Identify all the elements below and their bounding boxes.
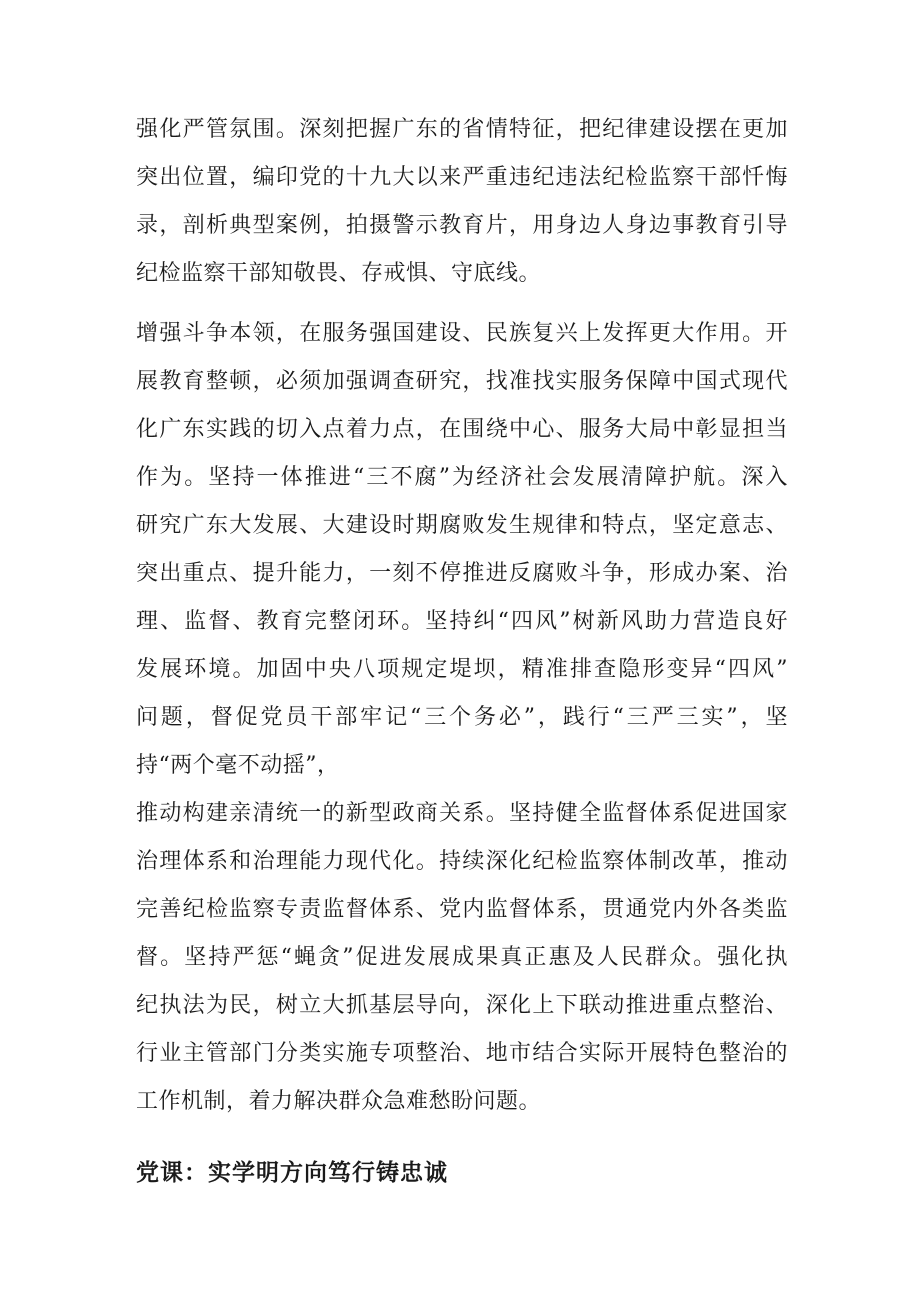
paragraph-line: 突出重点、提升能力，一刻不停推进反腐败斗争，形成办案、治	[136, 561, 788, 586]
paragraph-line: 理、监督、教育完整闭环。坚持纠“四风”树新风助力营造良好	[136, 609, 788, 634]
paragraph-line: 强化严管氛围。深刻把握广东的省情特征，把纪律建设摆在更加	[136, 117, 788, 142]
paragraph-line: 作为。坚持一体推进“三不腐”为经济社会发展清障护航。深入	[136, 465, 788, 490]
paragraph-line: 突出位置，编印党的十九大以来严重违纪违法纪检监察干部忏悔	[136, 165, 788, 190]
paragraph-line: 完善纪检监察专责监督体系、党内监督体系，贯通党内外各类监	[136, 897, 788, 922]
paragraph-line: 督。坚持严惩“蝇贪”促进发展成果真正惠及人民群众。强化执	[136, 945, 788, 970]
section-heading: 党课：实学明方向笃行铸忠诚	[136, 1159, 448, 1186]
paragraph-line: 化广东实践的切入点着力点，在围绕中心、服务大局中彰显担当	[136, 417, 788, 442]
paragraph-line: 纪执法为民，树立大抓基层导向，深化上下联动推进重点整治、	[136, 993, 788, 1018]
paragraph-line: 治理体系和治理能力现代化。持续深化纪检监察体制改革，推动	[136, 849, 788, 874]
paragraph-line: 增强斗争本领，在服务强国建设、民族复兴上发挥更大作用。开	[136, 321, 788, 346]
paragraph-line: 推动构建亲清统一的新型政商关系。坚持健全监督体系促进国家	[136, 801, 788, 826]
paragraph-line: 工作机制，着力解决群众急难愁盼问题。	[136, 1089, 542, 1114]
paragraph-line: 持“两个毫不动摇”，	[136, 753, 340, 778]
paragraph-line: 问题，督促党员干部牢记“三个务必”，践行“三严三实”，坚	[136, 705, 788, 730]
paragraph-line: 发展环境。加固中央八项规定堤坝，精准排查隐形变异“四风”	[136, 657, 788, 682]
paragraph-line: 行业主管部门分类实施专项整治、地市结合实际开展特色整治的	[136, 1041, 788, 1066]
paragraph-line: 纪检监察干部知敬畏、存戒惧、守底线。	[136, 261, 542, 286]
paragraph-line: 展教育整顿，必须加强调查研究，找准找实服务保障中国式现代	[136, 369, 788, 394]
paragraph-line: 研究广东大发展、大建设时期腐败发生规律和特点，坚定意志、	[136, 513, 788, 538]
paragraph-line: 录，剖析典型案例，拍摄警示教育片，用身边人身边事教育引导	[136, 213, 788, 238]
